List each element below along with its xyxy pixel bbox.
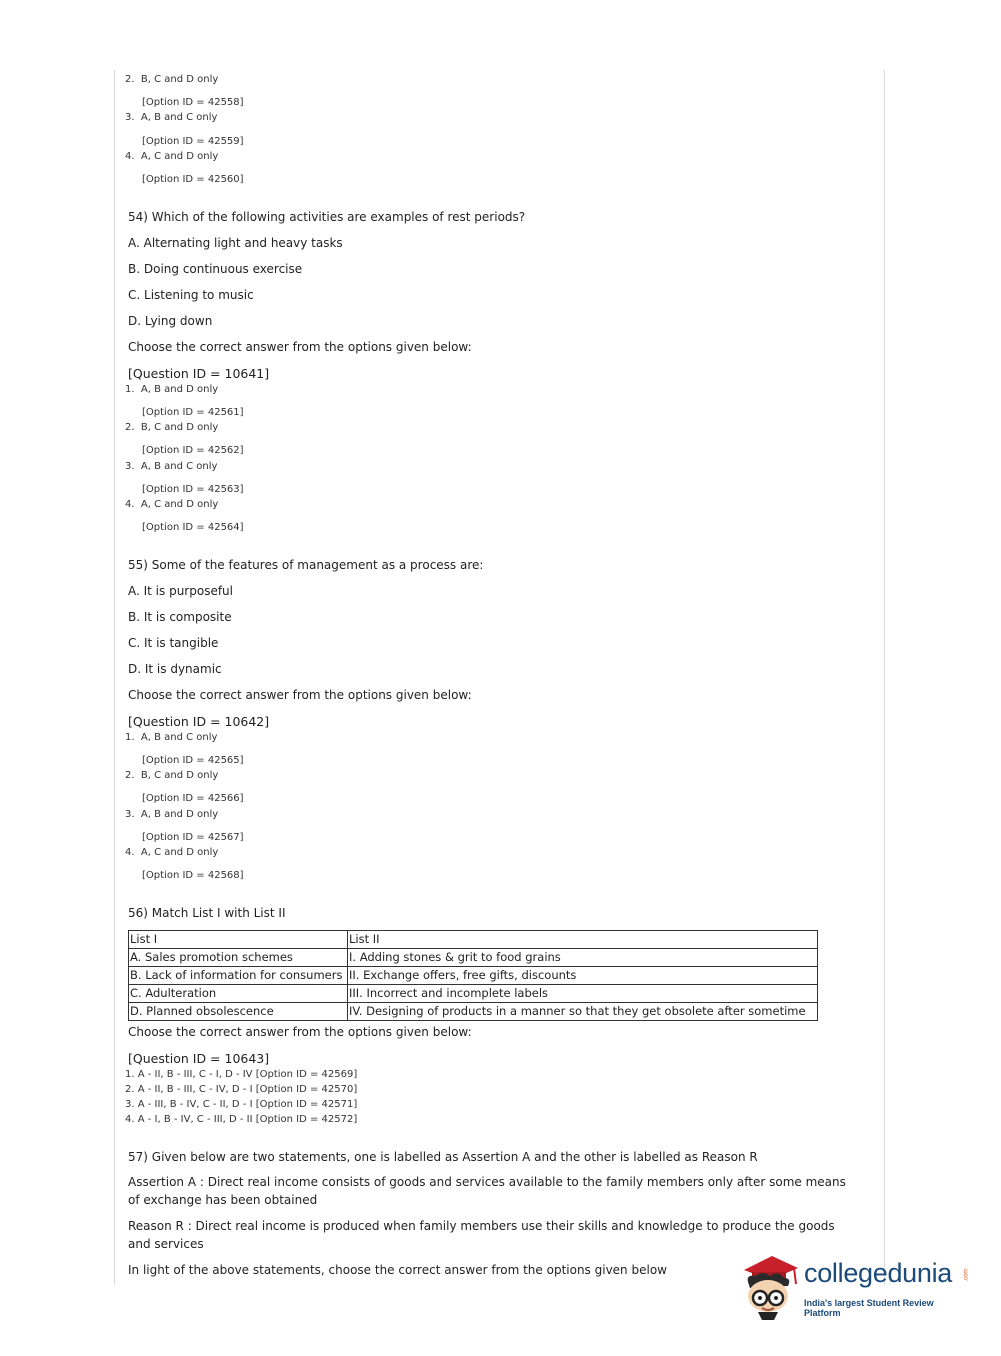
option-item: 2. B, C and D only: [125, 770, 219, 781]
option-id: [Option ID = 42564]: [142, 522, 244, 533]
option-id: [Option ID = 42562]: [142, 445, 244, 456]
left-margin-rule: [114, 70, 115, 1285]
option-item: 4. A, C and D only: [125, 151, 219, 162]
option-id: [Option ID = 42563]: [142, 484, 244, 495]
option-item: 1. A - II, B - III, C - I, D - IV [Option ID = 42569]: [125, 1069, 358, 1080]
instruction: Choose the correct answer from the options given below:: [128, 1025, 472, 1039]
option-id: [Option ID = 42568]: [142, 870, 244, 881]
option-item: 4. A - I, B - IV, C - III, D - II [Option ID = 42572]: [125, 1114, 358, 1125]
statement: D. Lying down: [128, 314, 213, 328]
question-id: [Question ID = 10641]: [128, 366, 270, 381]
question-text: 54) Which of the following activities are examples of rest periods?: [128, 210, 526, 224]
reason-text: Reason R : Direct real income is produced when family members use their skills and knowledge to produce the goods and services: [128, 1219, 835, 1251]
instruction: Choose the correct answer from the options given below:: [128, 340, 472, 354]
table-cell: A. Sales promotion schemes: [129, 949, 348, 967]
option-item: 4. A, C and D only: [125, 499, 219, 510]
table-cell: List II: [348, 931, 818, 949]
logo-tagline: India's largest Student Review Platform: [804, 1298, 934, 1318]
statement: A. Alternating light and heavy tasks: [128, 236, 343, 250]
table-row: [129, 1003, 818, 1021]
table-row: [129, 967, 818, 985]
option-item: 3. A, B and D only: [125, 809, 219, 820]
table-cell: III. Incorrect and incomplete labels: [348, 985, 818, 1003]
option-id: [Option ID = 42559]: [142, 136, 244, 147]
statement: C. It is tangible: [128, 636, 219, 650]
option-item: 2. B, C and D only: [125, 74, 219, 85]
option-id: [Option ID = 42558]: [142, 97, 244, 108]
option-id: [Option ID = 42566]: [142, 793, 244, 804]
table-row: [129, 949, 818, 967]
table-cell: IV. Designing of products in a manner so that they get obsolete after sometime: [348, 1003, 818, 1021]
table-cell: C. Adulteration: [129, 985, 348, 1003]
option-id: [Option ID = 42567]: [142, 832, 244, 843]
option-id: [Option ID = 42560]: [142, 174, 244, 185]
statement: B. It is composite: [128, 610, 232, 624]
table-cell: II. Exchange offers, free gifts, discounts: [348, 967, 818, 985]
question-id: [Question ID = 10643]: [128, 1051, 270, 1066]
question-text: 57) Given below are two statements, one is labelled as Assertion A and the other is labelled as Reason R: [128, 1150, 758, 1164]
instruction: In light of the above statements, choose the correct answer from the options given below: [128, 1263, 667, 1277]
mascot-icon: [738, 1248, 802, 1320]
question-id: [Question ID = 10642]: [128, 714, 270, 729]
logo-domain-suffix: .com: [963, 1268, 970, 1282]
table-cell: I. Adding stones & grit to food grains: [348, 949, 818, 967]
option-item: 2. A - II, B - III, C - IV, D - I [Option ID = 42570]: [125, 1084, 358, 1095]
table-cell: D. Planned obsolescence: [129, 1003, 348, 1021]
option-item: 4. A, C and D only: [125, 847, 219, 858]
statement: C. Listening to music: [128, 288, 254, 302]
option-item: 3. A, B and C only: [125, 112, 218, 123]
collegedunia-logo: [738, 1248, 968, 1320]
statement: D. It is dynamic: [128, 662, 222, 676]
table-row: [129, 931, 818, 949]
logo-wordmark: collegedunia: [804, 1258, 953, 1288]
option-item: 3. A, B and C only: [125, 461, 218, 472]
table-cell: List I: [129, 931, 348, 949]
statement: A. It is purposeful: [128, 584, 233, 598]
assertion-text: Assertion A : Direct real income consists of goods and services available to the family members only after some means of exchange has been obtained: [128, 1175, 846, 1207]
match-table: [128, 930, 818, 1021]
option-item: 1. A, B and C only: [125, 732, 218, 743]
table-cell: B. Lack of information for consumers: [129, 967, 348, 985]
option-id: [Option ID = 42565]: [142, 755, 244, 766]
option-item: 2. B, C and D only: [125, 422, 219, 433]
question-text: 56) Match List I with List II: [128, 906, 286, 920]
statement: B. Doing continuous exercise: [128, 262, 303, 276]
option-item: 1. A, B and D only: [125, 384, 219, 395]
option-id: [Option ID = 42561]: [142, 407, 244, 418]
question-text: 55) Some of the features of management as a process are:: [128, 558, 484, 572]
table-row: [129, 985, 818, 1003]
right-margin-rule: [884, 70, 885, 1285]
option-item: 3. A - III, B - IV, C - II, D - I [Option ID = 42571]: [125, 1099, 358, 1110]
instruction: Choose the correct answer from the options given below:: [128, 688, 472, 702]
